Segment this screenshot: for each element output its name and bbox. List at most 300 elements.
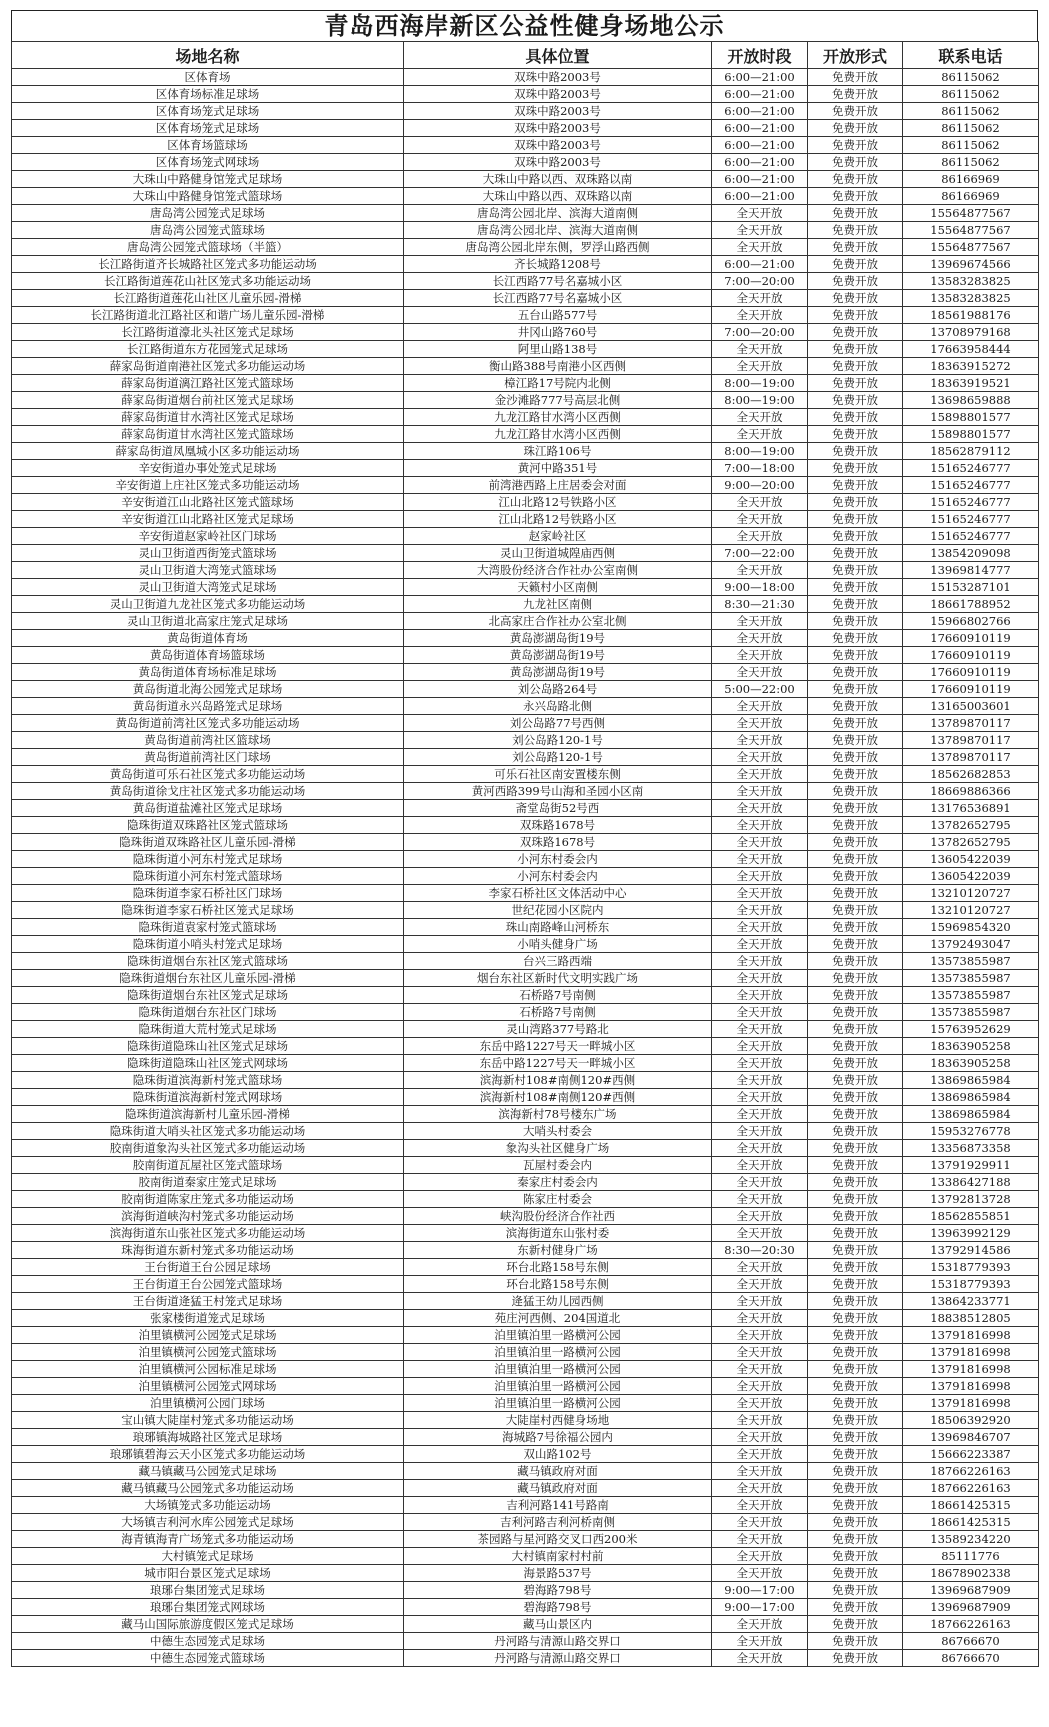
location-cell: 碧海路798号 (404, 1599, 712, 1616)
table-row (12, 324, 1039, 341)
table-row (12, 1429, 1039, 1446)
table-row (12, 1310, 1039, 1327)
location-cell: 泊里镇泊里一路横河公园 (404, 1395, 712, 1412)
location-cell: 黄河中路351号 (404, 460, 712, 477)
open-type-cell: 免费开放 (808, 868, 903, 885)
table-row (12, 171, 1039, 188)
venue-name-cell: 唐岛湾公园笼式篮球场 (12, 222, 404, 239)
location-cell: 黄岛澎湖岛街19号 (404, 664, 712, 681)
table-row (12, 1548, 1039, 1565)
open-type-cell: 免费开放 (808, 1565, 903, 1582)
location-cell: 大哨头村委会 (404, 1123, 712, 1140)
open-type-cell: 免费开放 (808, 681, 903, 698)
open-type-cell: 免费开放 (808, 239, 903, 256)
table-row (12, 630, 1039, 647)
venue-name-cell: 泊里镇横河公园笼式足球场 (12, 1327, 404, 1344)
venue-name-cell: 大场镇吉利河水库公园笼式足球场 (12, 1514, 404, 1531)
open-hours-cell: 全天开放 (712, 1157, 808, 1174)
location-cell: 石桥路7号南侧 (404, 987, 712, 1004)
location-cell: 灵山卫街道城隍庙西侧 (404, 545, 712, 562)
venue-name-cell: 胶南街道瓦屋社区笼式篮球场 (12, 1157, 404, 1174)
venue-name-cell: 隐珠街道烟台东社区门球场 (12, 1004, 404, 1021)
venue-name-cell: 黄岛街道盐滩社区笼式足球场 (12, 800, 404, 817)
open-hours-cell: 全天开放 (712, 205, 808, 222)
venue-name-cell: 宝山镇大陡崖村笼式多功能运动场 (12, 1412, 404, 1429)
phone-cell: 18661425315 (903, 1514, 1039, 1531)
venue-name-cell: 长江路街道濠北头社区笼式足球场 (12, 324, 404, 341)
phone-cell: 13969846707 (903, 1429, 1039, 1446)
phone-cell: 18562682853 (903, 766, 1039, 783)
open-hours-cell: 全天开放 (712, 885, 808, 902)
location-cell: 九龙江路甘水湾小区西侧 (404, 426, 712, 443)
phone-cell: 15966802766 (903, 613, 1039, 630)
location-cell: 唐岛湾公园北岸、滨海大道南侧 (404, 205, 712, 222)
table-row (12, 477, 1039, 494)
open-hours-cell: 全天开放 (712, 1140, 808, 1157)
phone-cell: 13356873358 (903, 1140, 1039, 1157)
location-cell: 环台北路158号东侧 (404, 1276, 712, 1293)
location-cell: 吉利河路141号路南 (404, 1497, 712, 1514)
location-cell: 唐岛湾公园北岸、滨海大道南侧 (404, 222, 712, 239)
phone-cell: 18661788952 (903, 596, 1039, 613)
venue-name-cell: 灵山卫街道西街笼式篮球场 (12, 545, 404, 562)
table-row (12, 885, 1039, 902)
table-row (12, 460, 1039, 477)
phone-cell: 13176536891 (903, 800, 1039, 817)
phone-cell: 17660910119 (903, 664, 1039, 681)
location-cell: 刘公岛路77号西侧 (404, 715, 712, 732)
open-hours-cell: 全天开放 (712, 341, 808, 358)
table-row (12, 1344, 1039, 1361)
table-row (12, 579, 1039, 596)
open-type-cell: 免费开放 (808, 1463, 903, 1480)
phone-cell: 15318779393 (903, 1276, 1039, 1293)
phone-cell: 17660910119 (903, 647, 1039, 664)
open-type-cell: 免费开放 (808, 222, 903, 239)
venue-name-cell: 黄岛街道体育场 (12, 630, 404, 647)
open-hours-cell: 5:00—22:00 (712, 681, 808, 698)
phone-cell: 13573855987 (903, 1004, 1039, 1021)
venue-name-cell: 黄岛街道可乐石社区笼式多功能运动场 (12, 766, 404, 783)
venue-name-cell: 唐岛湾公园笼式足球场 (12, 205, 404, 222)
open-type-cell: 免费开放 (808, 1429, 903, 1446)
location-cell: 丹河路与清源山路交界口 (404, 1633, 712, 1650)
table-row (12, 987, 1039, 1004)
open-type-cell: 免费开放 (808, 86, 903, 103)
open-hours-cell: 全天开放 (712, 1361, 808, 1378)
venue-name-cell: 隐珠街道大哨头社区笼式多功能运动场 (12, 1123, 404, 1140)
venue-name-cell: 珠海街道东新村笼式多功能运动场 (12, 1242, 404, 1259)
location-cell: 刘公岛路120-1号 (404, 749, 712, 766)
venue-name-cell: 黄岛街道前湾社区篮球场 (12, 732, 404, 749)
location-cell: 江山北路12号铁路小区 (404, 511, 712, 528)
phone-cell: 13969814777 (903, 562, 1039, 579)
open-hours-cell: 全天开放 (712, 732, 808, 749)
open-type-cell: 免费开放 (808, 766, 903, 783)
open-type-cell: 免费开放 (808, 1480, 903, 1497)
location-cell: 五台山路577号 (404, 307, 712, 324)
location-cell: 双珠路1678号 (404, 834, 712, 851)
phone-cell: 15763952629 (903, 1021, 1039, 1038)
venue-name-cell: 黄岛街道北海公园笼式足球场 (12, 681, 404, 698)
venue-name-cell: 黄岛街道体育场篮球场 (12, 647, 404, 664)
location-cell: 李家石桥社区文体活动中心 (404, 885, 712, 902)
open-type-cell: 免费开放 (808, 1293, 903, 1310)
venue-name-cell: 长江路街道莲花山社区儿童乐园-滑梯 (12, 290, 404, 307)
open-hours-cell: 全天开放 (712, 664, 808, 681)
open-type-cell: 免费开放 (808, 375, 903, 392)
phone-cell: 13869865984 (903, 1089, 1039, 1106)
open-type-cell: 免费开放 (808, 273, 903, 290)
open-type-cell: 免费开放 (808, 579, 903, 596)
location-cell: 吉利河路吉利河桥南侧 (404, 1514, 712, 1531)
location-cell: 大珠山中路以西、双珠路以南 (404, 188, 712, 205)
open-hours-cell: 全天开放 (712, 800, 808, 817)
table-row (12, 1327, 1039, 1344)
open-hours-cell: 7:00—20:00 (712, 324, 808, 341)
table-row (12, 1650, 1039, 1667)
open-hours-cell: 全天开放 (712, 1446, 808, 1463)
open-type-cell: 免费开放 (808, 664, 903, 681)
location-cell: 环台北路158号东侧 (404, 1259, 712, 1276)
open-type-cell: 免费开放 (808, 137, 903, 154)
location-cell: 台兴三路西端 (404, 953, 712, 970)
table-row (12, 1089, 1039, 1106)
open-type-cell: 免费开放 (808, 1191, 903, 1208)
venue-name-cell: 隐珠街道滨海新村儿童乐园-滑梯 (12, 1106, 404, 1123)
open-hours-cell: 6:00—21:00 (712, 86, 808, 103)
table-row (12, 1157, 1039, 1174)
venue-name-cell: 辛安街道赵家岭社区门球场 (12, 528, 404, 545)
open-hours-cell: 全天开放 (712, 1021, 808, 1038)
open-hours-cell: 全天开放 (712, 528, 808, 545)
open-type-cell: 免费开放 (808, 1395, 903, 1412)
phone-cell: 13698659888 (903, 392, 1039, 409)
venue-name-cell: 张家楼街道笼式足球场 (12, 1310, 404, 1327)
location-cell: 长江西路77号名嘉城小区 (404, 273, 712, 290)
open-hours-cell: 全天开放 (712, 1072, 808, 1089)
location-cell: 永兴岛路北侧 (404, 698, 712, 715)
phone-cell: 15165246777 (903, 460, 1039, 477)
table-row (12, 1531, 1039, 1548)
location-cell: 刘公岛路120-1号 (404, 732, 712, 749)
phone-cell: 15666223387 (903, 1446, 1039, 1463)
open-type-cell: 免费开放 (808, 69, 903, 86)
open-type-cell: 免费开放 (808, 851, 903, 868)
open-hours-cell: 全天开放 (712, 1293, 808, 1310)
table-row (12, 86, 1039, 103)
phone-cell: 18766226163 (903, 1463, 1039, 1480)
venue-name-cell: 滨海街道东山张社区笼式多功能运动场 (12, 1225, 404, 1242)
open-type-cell: 免费开放 (808, 154, 903, 171)
venue-name-cell: 区体育场 (12, 69, 404, 86)
open-hours-cell: 6:00—21:00 (712, 120, 808, 137)
open-type-cell: 免费开放 (808, 290, 903, 307)
table-row (12, 647, 1039, 664)
table-body (12, 69, 1039, 1667)
open-hours-cell: 8:00—19:00 (712, 375, 808, 392)
open-hours-cell: 全天开放 (712, 494, 808, 511)
phone-cell: 13869865984 (903, 1072, 1039, 1089)
open-hours-cell: 6:00—21:00 (712, 69, 808, 86)
open-hours-cell: 全天开放 (712, 1565, 808, 1582)
table-row (12, 1497, 1039, 1514)
venue-name-cell: 薛家岛街道烟台前社区笼式足球场 (12, 392, 404, 409)
open-type-cell: 免费开放 (808, 936, 903, 953)
phone-cell: 13969674566 (903, 256, 1039, 273)
open-type-cell: 免费开放 (808, 1242, 903, 1259)
open-hours-cell: 7:00—18:00 (712, 460, 808, 477)
phone-cell: 85111776 (903, 1548, 1039, 1565)
table-row (12, 664, 1039, 681)
table-row (12, 817, 1039, 834)
table-row (12, 698, 1039, 715)
open-type-cell: 免费开放 (808, 545, 903, 562)
phone-cell: 13789870117 (903, 749, 1039, 766)
phone-cell: 86115062 (903, 137, 1039, 154)
location-cell: 衡山路388号南港小区西侧 (404, 358, 712, 375)
open-type-cell: 免费开放 (808, 1021, 903, 1038)
phone-cell: 13589234220 (903, 1531, 1039, 1548)
venue-name-cell: 黄岛街道体育场标准足球场 (12, 664, 404, 681)
open-type-cell: 免费开放 (808, 1055, 903, 1072)
table-row (12, 1140, 1039, 1157)
table-row (12, 1004, 1039, 1021)
open-hours-cell: 全天开放 (712, 749, 808, 766)
open-type-cell: 免费开放 (808, 613, 903, 630)
open-type-cell: 免费开放 (808, 1650, 903, 1667)
open-type-cell: 免费开放 (808, 817, 903, 834)
location-cell: 黄岛澎湖岛街19号 (404, 630, 712, 647)
location-cell: 滨海新村108#南侧120#西侧 (404, 1072, 712, 1089)
table-row (12, 1565, 1039, 1582)
table-row (12, 137, 1039, 154)
phone-cell: 13605422039 (903, 868, 1039, 885)
open-hours-cell: 全天开放 (712, 1123, 808, 1140)
phone-cell: 13791929911 (903, 1157, 1039, 1174)
location-cell: 峡沟股份经济合作社西 (404, 1208, 712, 1225)
table-row (12, 426, 1039, 443)
open-type-cell: 免费开放 (808, 1259, 903, 1276)
venue-name-cell: 区体育场笼式网球场 (12, 154, 404, 171)
location-cell: 小河东村委会内 (404, 868, 712, 885)
venue-name-cell: 王台街道王台公园足球场 (12, 1259, 404, 1276)
open-type-cell: 免费开放 (808, 1582, 903, 1599)
open-type-cell: 免费开放 (808, 256, 903, 273)
table-row (12, 443, 1039, 460)
open-type-cell: 免费开放 (808, 1140, 903, 1157)
table-row (12, 1106, 1039, 1123)
venue-name-cell: 隐珠街道双珠路社区儿童乐园-滑梯 (12, 834, 404, 851)
table-row (12, 766, 1039, 783)
open-hours-cell: 全天开放 (712, 1463, 808, 1480)
open-type-cell: 免费开放 (808, 494, 903, 511)
phone-cell: 15165246777 (903, 511, 1039, 528)
open-hours-cell: 全天开放 (712, 1378, 808, 1395)
header-location: 具体位置 (404, 42, 712, 69)
table-row (12, 1055, 1039, 1072)
phone-cell: 18561988176 (903, 307, 1039, 324)
phone-cell: 13210120727 (903, 902, 1039, 919)
header-phone: 联系电话 (903, 42, 1039, 69)
phone-cell: 18562879112 (903, 443, 1039, 460)
phone-cell: 15898801577 (903, 426, 1039, 443)
open-hours-cell: 8:00—19:00 (712, 392, 808, 409)
phone-cell: 15153287101 (903, 579, 1039, 596)
open-hours-cell: 8:30—21:30 (712, 596, 808, 613)
open-hours-cell: 全天开放 (712, 1106, 808, 1123)
table-row (12, 307, 1039, 324)
open-type-cell: 免费开放 (808, 103, 903, 120)
open-type-cell: 免费开放 (808, 562, 903, 579)
open-hours-cell: 全天开放 (712, 1650, 808, 1667)
table-row (12, 1616, 1039, 1633)
venue-name-cell: 黄岛街道徐戈庄社区笼式多功能运动场 (12, 783, 404, 800)
location-cell: 瓦屋村委会内 (404, 1157, 712, 1174)
phone-cell: 13792813728 (903, 1191, 1039, 1208)
table-row (12, 511, 1039, 528)
phone-cell: 86115062 (903, 86, 1039, 103)
open-type-cell: 免费开放 (808, 477, 903, 494)
table-row (12, 902, 1039, 919)
open-hours-cell: 全天开放 (712, 1633, 808, 1650)
table-row (12, 936, 1039, 953)
open-hours-cell: 全天开放 (712, 936, 808, 953)
open-type-cell: 免费开放 (808, 171, 903, 188)
phone-cell: 13969687909 (903, 1582, 1039, 1599)
open-hours-cell: 全天开放 (712, 1429, 808, 1446)
table-row (12, 358, 1039, 375)
open-hours-cell: 9:00—20:00 (712, 477, 808, 494)
phone-cell: 18562855851 (903, 1208, 1039, 1225)
venue-name-cell: 泊里镇横河公园笼式网球场 (12, 1378, 404, 1395)
location-cell: 双珠路1678号 (404, 817, 712, 834)
open-type-cell: 免费开放 (808, 392, 903, 409)
open-hours-cell: 全天开放 (712, 1259, 808, 1276)
open-type-cell: 免费开放 (808, 1004, 903, 1021)
venue-name-cell: 琅琊镇海城路社区笼式足球场 (12, 1429, 404, 1446)
open-type-cell: 免费开放 (808, 1310, 903, 1327)
venue-name-cell: 藏马镇藏马公园笼式足球场 (12, 1463, 404, 1480)
open-hours-cell: 6:00—21:00 (712, 137, 808, 154)
open-type-cell: 免费开放 (808, 1531, 903, 1548)
location-cell: 樟江路17号院内北侧 (404, 375, 712, 392)
location-cell: 泊里镇泊里一路横河公园 (404, 1361, 712, 1378)
header-row (12, 42, 1039, 69)
phone-cell: 13864233771 (903, 1293, 1039, 1310)
table-row (12, 1293, 1039, 1310)
location-cell: 藏马山景区内 (404, 1616, 712, 1633)
open-type-cell: 免费开放 (808, 800, 903, 817)
open-hours-cell: 全天开放 (712, 868, 808, 885)
location-cell: 象沟头社区健身广场 (404, 1140, 712, 1157)
phone-cell: 18363919521 (903, 375, 1039, 392)
venue-name-cell: 区体育场篮球场 (12, 137, 404, 154)
phone-cell: 86115062 (903, 69, 1039, 86)
open-hours-cell: 全天开放 (712, 766, 808, 783)
open-hours-cell: 全天开放 (712, 1497, 808, 1514)
location-cell: 金沙滩路777号高层北侧 (404, 392, 712, 409)
venue-name-cell: 区体育场笼式足球场 (12, 120, 404, 137)
venue-name-cell: 大场镇笼式多功能运动场 (12, 1497, 404, 1514)
venue-name-cell: 王台街道逄猛王村笼式足球场 (12, 1293, 404, 1310)
phone-cell: 86166969 (903, 171, 1039, 188)
venue-name-cell: 中德生态园笼式足球场 (12, 1633, 404, 1650)
phone-cell: 15564877567 (903, 239, 1039, 256)
table-row (12, 1242, 1039, 1259)
table-row (12, 851, 1039, 868)
phone-cell: 13969687909 (903, 1599, 1039, 1616)
location-cell: 九龙社区南侧 (404, 596, 712, 613)
open-type-cell: 免费开放 (808, 1599, 903, 1616)
open-type-cell: 免费开放 (808, 715, 903, 732)
venue-name-cell: 灵山卫街道北高家庄笼式足球场 (12, 613, 404, 630)
location-cell: 灵山湾路377号路北 (404, 1021, 712, 1038)
table-row (12, 1633, 1039, 1650)
venue-name-cell: 隐珠街道滨海新村笼式篮球场 (12, 1072, 404, 1089)
table-row (12, 1446, 1039, 1463)
venue-name-cell: 区体育场标准足球场 (12, 86, 404, 103)
table-row (12, 1174, 1039, 1191)
venue-name-cell: 黄岛街道前湾社区门球场 (12, 749, 404, 766)
open-hours-cell: 全天开放 (712, 1310, 808, 1327)
open-hours-cell: 全天开放 (712, 834, 808, 851)
venue-name-cell: 琅琊镇碧海云天小区笼式多功能运动场 (12, 1446, 404, 1463)
table-row (12, 239, 1039, 256)
phone-cell: 86766670 (903, 1650, 1039, 1667)
open-type-cell: 免费开放 (808, 188, 903, 205)
location-cell: 石桥路7号南侧 (404, 1004, 712, 1021)
table-row (12, 273, 1039, 290)
open-hours-cell: 全天开放 (712, 1174, 808, 1191)
location-cell: 双珠中路2003号 (404, 137, 712, 154)
phone-cell: 13708979168 (903, 324, 1039, 341)
location-cell: 唐岛湾公园北岸东侧，罗浮山路西侧 (404, 239, 712, 256)
open-type-cell: 免费开放 (808, 1072, 903, 1089)
venue-name-cell: 灵山卫街道大湾笼式足球场 (12, 579, 404, 596)
phone-cell: 13792914586 (903, 1242, 1039, 1259)
header-venue-name: 场地名称 (12, 42, 404, 69)
venue-name-cell: 唐岛湾公园笼式篮球场（半篮） (12, 239, 404, 256)
venue-name-cell: 中德生态园笼式篮球场 (12, 1650, 404, 1667)
table-row (12, 1208, 1039, 1225)
table-row (12, 1276, 1039, 1293)
phone-cell: 13791816998 (903, 1378, 1039, 1395)
phone-cell: 13854209098 (903, 545, 1039, 562)
venue-name-cell: 隐珠街道小哨头村笼式足球场 (12, 936, 404, 953)
venue-name-cell: 琅琊台集团笼式网球场 (12, 1599, 404, 1616)
open-hours-cell: 全天开放 (712, 1395, 808, 1412)
venue-name-cell: 长江路街道齐长城路社区笼式多功能运动场 (12, 256, 404, 273)
location-cell: 藏马镇政府对面 (404, 1480, 712, 1497)
open-type-cell: 免费开放 (808, 1514, 903, 1531)
table-row (12, 1361, 1039, 1378)
venue-name-cell: 长江路街道东方花园笼式足球场 (12, 341, 404, 358)
location-cell: 珠山南路峰山河桥东 (404, 919, 712, 936)
phone-cell: 13963992129 (903, 1225, 1039, 1242)
location-cell: 刘公岛路264号 (404, 681, 712, 698)
open-hours-cell: 全天开放 (712, 358, 808, 375)
table-row (12, 375, 1039, 392)
open-hours-cell: 全天开放 (712, 222, 808, 239)
phone-cell: 18661425315 (903, 1497, 1039, 1514)
venue-name-cell: 隐珠街道李家石桥社区笼式足球场 (12, 902, 404, 919)
location-cell: 滨海新村78号楼东广场 (404, 1106, 712, 1123)
open-hours-cell: 全天开放 (712, 698, 808, 715)
open-hours-cell: 全天开放 (712, 1089, 808, 1106)
location-cell: 世纪花园小区院内 (404, 902, 712, 919)
phone-cell: 13210120727 (903, 885, 1039, 902)
